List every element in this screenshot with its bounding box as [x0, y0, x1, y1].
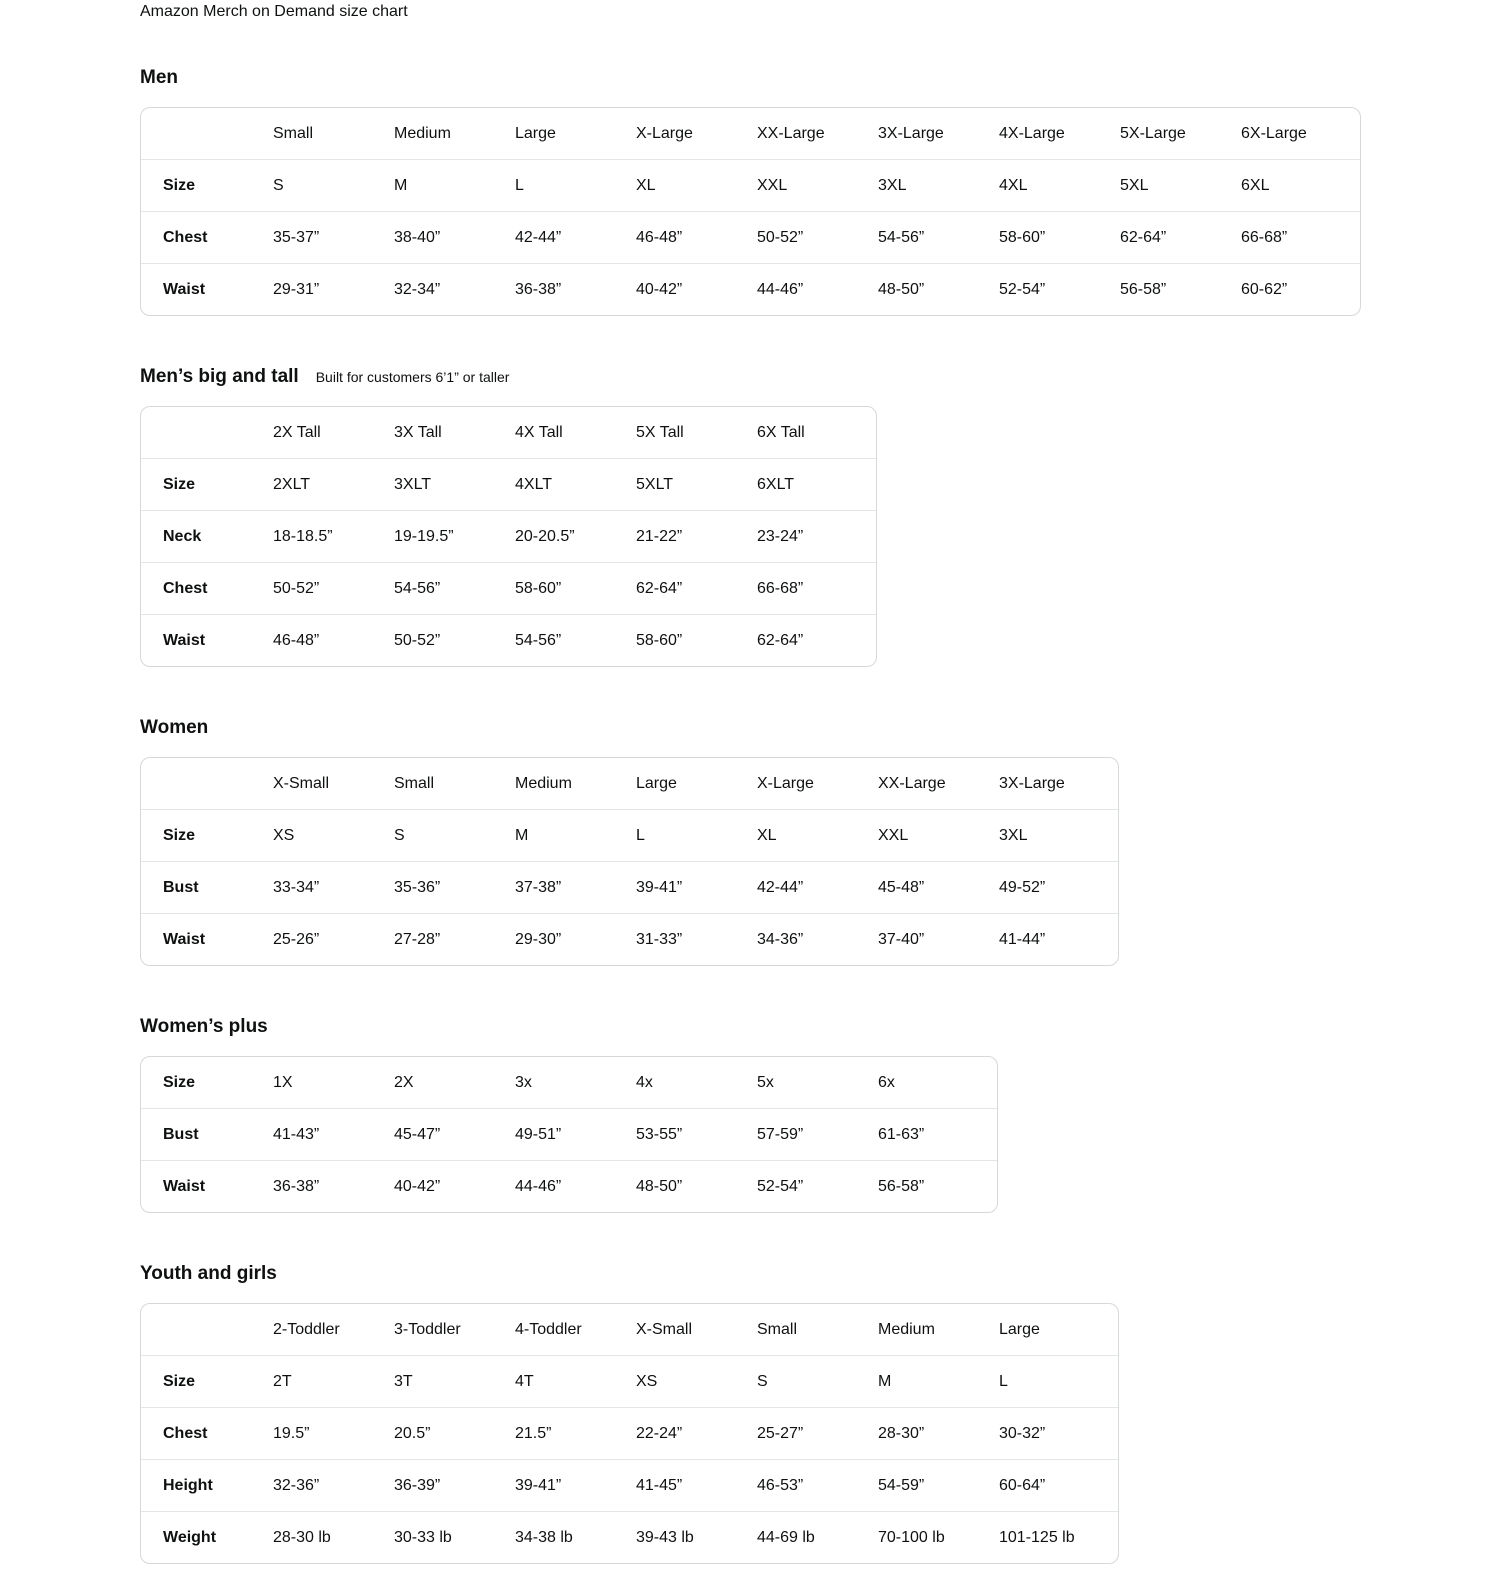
cell-value: XS: [271, 810, 392, 862]
cell-value: 32-34”: [392, 264, 513, 316]
cell-value: XS: [634, 1356, 755, 1408]
cell-value: 54-56”: [392, 563, 513, 615]
cell-value: 46-53”: [755, 1460, 876, 1512]
cell-value: 20-20.5”: [513, 511, 634, 563]
cell-value: 22-24”: [634, 1408, 755, 1460]
column-header: Large: [636, 774, 677, 792]
cell-value: 5XLT: [634, 459, 755, 511]
row-label: Size: [141, 160, 271, 212]
cell-value: 25-26”: [271, 914, 392, 966]
row-label: Bust: [141, 862, 271, 914]
cell-value: 53-55”: [634, 1109, 755, 1161]
cell-value: 2T: [271, 1356, 392, 1408]
cell-value: 3XL: [997, 810, 1118, 862]
header-row: [141, 108, 1360, 160]
cell-value: 61-63”: [876, 1109, 997, 1161]
size-table-card: [140, 406, 877, 667]
cell-value: 54-56”: [876, 212, 997, 264]
size-chart-sections: [140, 66, 1479, 1569]
cell-value: 66-68”: [755, 563, 876, 615]
row-label: Waist: [141, 615, 271, 667]
cell-value: 44-69 lb: [755, 1512, 876, 1564]
cell-value: 58-60”: [997, 212, 1118, 264]
cell-value: 62-64”: [634, 563, 755, 615]
header-row: [141, 758, 1118, 810]
cell-value: 66-68”: [1239, 212, 1360, 264]
size-section: [140, 365, 1479, 672]
table-row: [141, 615, 876, 667]
cell-value: 36-38”: [271, 1161, 392, 1213]
column-header: X-Large: [757, 774, 814, 792]
row-label: Height: [141, 1460, 271, 1512]
cell-value: 6XL: [1239, 160, 1360, 212]
cell-value: XXL: [876, 810, 997, 862]
size-table: [141, 1304, 1118, 1563]
cell-value: 36-38”: [513, 264, 634, 316]
size-table-card: [140, 1056, 998, 1213]
cell-value: 52-54”: [755, 1161, 876, 1213]
cell-value: 54-59”: [876, 1460, 997, 1512]
cell-value: 48-50”: [634, 1161, 755, 1213]
table-row: [141, 914, 1118, 966]
cell-value: M: [876, 1356, 997, 1408]
cell-value: 41-43”: [271, 1109, 392, 1161]
section-heading: Women: [140, 717, 209, 738]
header-row: [141, 1304, 1118, 1356]
row-label: Size: [141, 459, 271, 511]
cell-value: 49-52”: [997, 862, 1118, 914]
cell-value: 18-18.5”: [271, 511, 392, 563]
cell-value: 50-52”: [271, 563, 392, 615]
column-header: 3X-Large: [999, 774, 1065, 792]
column-header: 3X Tall: [394, 423, 442, 441]
column-header: 2-Toddler: [273, 1320, 340, 1338]
cell-value: 5x: [757, 1073, 774, 1091]
cell-value: 3x: [515, 1073, 532, 1091]
cell-value: 19-19.5”: [392, 511, 513, 563]
cell-value: 27-28”: [392, 914, 513, 966]
row-label: Size: [163, 1073, 196, 1091]
table-row: [141, 1408, 1118, 1460]
cell-value: 34-38 lb: [513, 1512, 634, 1564]
size-table: [141, 1057, 997, 1212]
cell-value: M: [513, 810, 634, 862]
cell-value: 41-44”: [997, 914, 1118, 966]
cell-value: 46-48”: [634, 212, 755, 264]
cell-value: 35-36”: [392, 862, 513, 914]
cell-value: 44-46”: [755, 264, 876, 316]
header-row: [141, 407, 876, 459]
size-section: [140, 66, 1479, 321]
page-title: Amazon Merch on Demand size chart: [140, 3, 408, 20]
cell-value: 3T: [392, 1356, 513, 1408]
cell-value: 101-125 lb: [997, 1512, 1118, 1564]
cell-value: 60-64”: [997, 1460, 1118, 1512]
table-row: [141, 563, 876, 615]
size-section: [140, 716, 1479, 971]
cell-value: 37-40”: [876, 914, 997, 966]
cell-value: 31-33”: [634, 914, 755, 966]
cell-value: 4x: [636, 1073, 653, 1091]
column-header: Large: [999, 1320, 1040, 1338]
row-label: Chest: [141, 1408, 271, 1460]
table-row: [141, 160, 1360, 212]
column-header: 2X Tall: [273, 423, 321, 441]
size-table-card: [140, 107, 1361, 316]
row-label: Size: [141, 810, 271, 862]
cell-value: 58-60”: [634, 615, 755, 667]
size-section: [140, 1015, 1479, 1218]
cell-value: 45-47”: [392, 1109, 513, 1161]
cell-value: 37-38”: [513, 862, 634, 914]
cell-value: L: [997, 1356, 1118, 1408]
table-row: [141, 810, 1118, 862]
cell-value: 21-22”: [634, 511, 755, 563]
column-header: 3X-Large: [878, 124, 944, 142]
column-header: Small: [273, 124, 314, 142]
cell-value: 35-37”: [271, 212, 392, 264]
cell-value: 30-32”: [997, 1408, 1118, 1460]
row-label: Weight: [141, 1512, 271, 1564]
cell-value: 56-58”: [1118, 264, 1239, 316]
cell-value: 6x: [878, 1073, 895, 1091]
row-label: Bust: [141, 1109, 271, 1161]
column-header: XX-Large: [878, 774, 946, 792]
section-head: [140, 1262, 1479, 1286]
size-table: [141, 758, 1118, 965]
column-header: Small: [757, 1320, 798, 1338]
table-row: [141, 459, 876, 511]
cell-value: 54-56”: [513, 615, 634, 667]
section-head: [140, 66, 1479, 90]
table-row: [141, 1460, 1118, 1512]
cell-value: 30-33 lb: [392, 1512, 513, 1564]
cell-value: 3XLT: [392, 459, 513, 511]
header-spacer-cell: [141, 407, 271, 459]
cell-value: 48-50”: [876, 264, 997, 316]
section-head: [140, 365, 1479, 389]
cell-value: 39-41”: [513, 1460, 634, 1512]
cell-value: 62-64”: [755, 615, 876, 667]
cell-value: XL: [755, 810, 876, 862]
cell-value: 70-100 lb: [876, 1512, 997, 1564]
row-label: Waist: [141, 914, 271, 966]
cell-value: 34-36”: [755, 914, 876, 966]
cell-value: XL: [634, 160, 755, 212]
section-heading: Men: [140, 67, 178, 88]
cell-value: M: [392, 160, 513, 212]
column-header: 6X Tall: [757, 423, 805, 441]
cell-value: 39-43 lb: [634, 1512, 755, 1564]
cell-value: 4T: [513, 1356, 634, 1408]
cell-value: 45-48”: [876, 862, 997, 914]
cell-value: 40-42”: [392, 1161, 513, 1213]
cell-value: 28-30 lb: [271, 1512, 392, 1564]
column-header: 3-Toddler: [394, 1320, 461, 1338]
cell-value: S: [755, 1356, 876, 1408]
section-head: [140, 1015, 1479, 1039]
cell-value: 50-52”: [755, 212, 876, 264]
cell-value: 58-60”: [513, 563, 634, 615]
column-header: X-Small: [273, 774, 330, 792]
size-table: [141, 108, 1360, 315]
cell-value: 2X: [394, 1073, 414, 1091]
row-label: Neck: [141, 511, 271, 563]
column-header: X-Large: [636, 124, 693, 142]
column-header: Large: [515, 124, 556, 142]
section-heading: Men’s big and tall: [140, 366, 299, 387]
cell-value: 50-52”: [392, 615, 513, 667]
cell-value: 32-36”: [271, 1460, 392, 1512]
size-table: [141, 407, 876, 666]
row-label: Waist: [141, 264, 271, 316]
header-spacer-cell: [141, 758, 271, 810]
cell-value: S: [392, 810, 513, 862]
cell-value: 33-34”: [271, 862, 392, 914]
cell-value: 46-48”: [271, 615, 392, 667]
cell-value: 4XLT: [513, 459, 634, 511]
cell-value: 28-30”: [876, 1408, 997, 1460]
header-spacer-cell: [141, 108, 271, 160]
cell-value: 36-39”: [392, 1460, 513, 1512]
column-header: 4X-Large: [999, 124, 1065, 142]
row-label: Size: [141, 1356, 271, 1408]
column-header: X-Small: [636, 1320, 693, 1338]
cell-value: 2XLT: [271, 459, 392, 511]
table-row: [141, 1356, 1118, 1408]
section-heading: Youth and girls: [140, 1263, 277, 1284]
column-header: 5X-Large: [1120, 124, 1186, 142]
cell-value: 29-31”: [271, 264, 392, 316]
row-label: Waist: [141, 1161, 271, 1213]
cell-value: 6XLT: [755, 459, 876, 511]
column-header: Medium: [878, 1320, 935, 1338]
cell-value: 29-30”: [513, 914, 634, 966]
cell-value: 23-24”: [755, 511, 876, 563]
cell-value: XXL: [755, 160, 876, 212]
cell-value: 1X: [273, 1073, 293, 1091]
cell-value: 49-51”: [513, 1109, 634, 1161]
cell-value: 38-40”: [392, 212, 513, 264]
table-row: [141, 1109, 997, 1161]
column-header: Medium: [515, 774, 572, 792]
cell-value: 60-62”: [1239, 264, 1360, 316]
table-row: [141, 1512, 1118, 1564]
cell-value: 40-42”: [634, 264, 755, 316]
table-row: [141, 1057, 997, 1109]
size-table-card: [140, 1303, 1119, 1564]
cell-value: 21.5”: [513, 1408, 634, 1460]
cell-value: L: [634, 810, 755, 862]
cell-value: 25-27”: [755, 1408, 876, 1460]
column-header: 4-Toddler: [515, 1320, 582, 1338]
section-head: [140, 716, 1479, 740]
column-header: 6X-Large: [1241, 124, 1307, 142]
row-label: Chest: [141, 212, 271, 264]
section-subtitle: Built for customers 6’1” or taller: [315, 369, 510, 385]
size-section: [140, 1262, 1479, 1569]
table-row: [141, 862, 1118, 914]
column-header: XX-Large: [757, 124, 825, 142]
column-header: 5X Tall: [636, 423, 684, 441]
size-table-card: [140, 757, 1119, 966]
cell-value: 5XL: [1118, 160, 1239, 212]
column-header: Medium: [394, 124, 451, 142]
table-row: [141, 511, 876, 563]
cell-value: 57-59”: [755, 1109, 876, 1161]
table-row: [141, 264, 1360, 316]
section-heading: Women’s plus: [140, 1016, 268, 1037]
cell-value: 4XL: [997, 160, 1118, 212]
column-header: Small: [394, 774, 435, 792]
cell-value: 20.5”: [392, 1408, 513, 1460]
column-header: 4X Tall: [515, 423, 563, 441]
table-row: [141, 1161, 997, 1213]
row-label: Chest: [141, 563, 271, 615]
cell-value: S: [271, 160, 392, 212]
cell-value: 42-44”: [755, 862, 876, 914]
header-spacer-cell: [141, 1304, 271, 1356]
cell-value: 19.5”: [271, 1408, 392, 1460]
cell-value: 52-54”: [997, 264, 1118, 316]
cell-value: L: [513, 160, 634, 212]
cell-value: 42-44”: [513, 212, 634, 264]
cell-value: 3XL: [876, 160, 997, 212]
table-row: [141, 212, 1360, 264]
cell-value: 56-58”: [876, 1161, 997, 1213]
cell-value: 62-64”: [1118, 212, 1239, 264]
cell-value: 39-41”: [634, 862, 755, 914]
cell-value: 44-46”: [513, 1161, 634, 1213]
cell-value: 41-45”: [634, 1460, 755, 1512]
